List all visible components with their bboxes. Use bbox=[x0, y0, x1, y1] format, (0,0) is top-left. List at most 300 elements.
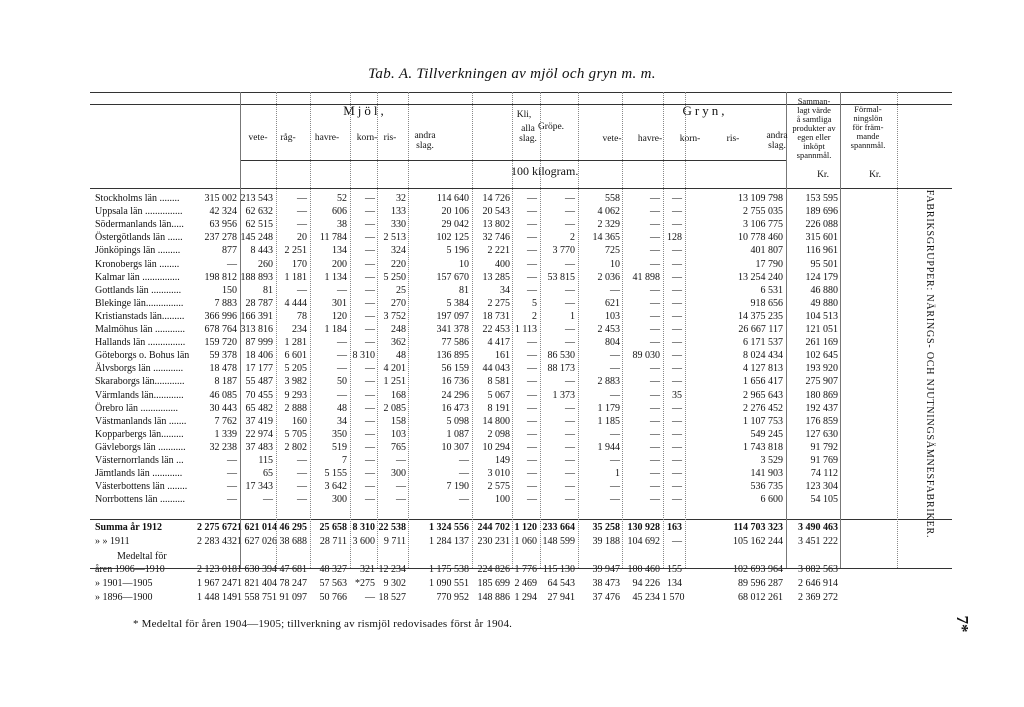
table-cell: 1 621 014 bbox=[237, 522, 277, 533]
table-cell: 230 231 bbox=[477, 536, 510, 547]
table-cell: 8 187 bbox=[214, 376, 237, 387]
table-cell: 10 bbox=[610, 259, 620, 270]
table-cell: 95 501 bbox=[810, 259, 838, 270]
table-cell: — bbox=[365, 219, 375, 230]
table-cell: 192 437 bbox=[805, 403, 838, 414]
table-cell: 3 451 222 bbox=[798, 536, 838, 547]
rule-line bbox=[90, 92, 952, 93]
table-cell: — bbox=[672, 403, 682, 414]
table-cell: 64 543 bbox=[547, 578, 575, 589]
table-cell: — bbox=[672, 324, 682, 335]
table-cell: — bbox=[527, 259, 537, 270]
table-cell: 133 bbox=[391, 206, 406, 217]
table-cell: 20 106 bbox=[441, 206, 469, 217]
table-cell: — bbox=[672, 272, 682, 283]
table-cell: — bbox=[527, 455, 537, 466]
table-cell: 134 bbox=[667, 578, 682, 589]
table-cell: 1 107 753 bbox=[743, 416, 783, 427]
table-cell: — bbox=[297, 206, 307, 217]
table-cell: 24 296 bbox=[441, 390, 469, 401]
row-label: » 1901—1905 bbox=[95, 578, 153, 589]
table-cell: 366 996 bbox=[204, 311, 237, 322]
table-cell: — bbox=[297, 481, 307, 492]
table-cell: — bbox=[527, 416, 537, 427]
table-cell: 63 956 bbox=[209, 219, 237, 230]
column-rule bbox=[377, 92, 378, 568]
table-cell: 17 790 bbox=[755, 259, 783, 270]
table-cell: 1 967 247 bbox=[197, 578, 237, 589]
table-cell: 25 bbox=[396, 285, 406, 296]
table-cell: 3 082 563 bbox=[798, 564, 838, 575]
row-label: » » 1911 bbox=[95, 536, 130, 547]
table-cell: 198 812 bbox=[204, 272, 237, 283]
table-cell: 14 726 bbox=[482, 193, 510, 204]
table-cell: 3 490 463 bbox=[798, 522, 838, 533]
table-cell: 1 627 026 bbox=[237, 536, 277, 547]
table-cell: — bbox=[650, 245, 660, 256]
table-cell: 11 784 bbox=[319, 232, 347, 243]
table-cell: 34 bbox=[337, 416, 347, 427]
table-cell: 47 681 bbox=[279, 564, 307, 575]
table-cell: 2 469 bbox=[514, 578, 537, 589]
table-cell: 341 378 bbox=[436, 324, 469, 335]
table-cell: 4 444 bbox=[284, 298, 307, 309]
column-rule bbox=[840, 92, 841, 568]
table-cell: 6 601 bbox=[284, 350, 307, 361]
table-cell: — bbox=[297, 494, 307, 505]
table-cell: — bbox=[650, 481, 660, 492]
table-cell: 2 123 018 bbox=[197, 564, 237, 575]
table-cell: 877 bbox=[222, 245, 237, 256]
side-caption: FABRIKSGRUPPER: NÄRINGS- OCH NJUTNINGSÄMNESFABRIKER. bbox=[924, 189, 935, 539]
table-cell: 233 664 bbox=[542, 522, 575, 533]
table-cell: — bbox=[565, 468, 575, 479]
table-cell: 3 982 bbox=[284, 376, 307, 387]
table-cell: 313 816 bbox=[240, 324, 273, 335]
table-cell: — bbox=[365, 245, 375, 256]
table-cell: 68 012 261 bbox=[738, 592, 783, 603]
header-grope: Gröpe. bbox=[537, 122, 565, 132]
table-cell: 2 453 bbox=[597, 324, 620, 335]
table-cell: 300 bbox=[391, 468, 406, 479]
table-cell: 176 859 bbox=[805, 416, 838, 427]
table-cell: 39 947 bbox=[592, 564, 620, 575]
table-cell: 321 bbox=[360, 564, 375, 575]
column-rule bbox=[310, 92, 311, 568]
table-cell: 30 443 bbox=[209, 403, 237, 414]
table-cell: — bbox=[650, 390, 660, 401]
table-cell: — bbox=[227, 455, 237, 466]
table-cell: 3 600 bbox=[352, 536, 375, 547]
table-cell: — bbox=[365, 403, 375, 414]
header-gryn: Gryn, bbox=[682, 103, 728, 118]
table-cell: *275 bbox=[355, 578, 375, 589]
table-cell: — bbox=[672, 429, 682, 440]
table-cell: 2 bbox=[570, 232, 575, 243]
table-cell: 678 764 bbox=[204, 324, 237, 335]
table-cell: 121 051 bbox=[805, 324, 838, 335]
row-label: Västmanlands län ....... bbox=[95, 416, 187, 427]
table-cell: 197 097 bbox=[436, 311, 469, 322]
table-cell: 237 278 bbox=[204, 232, 237, 243]
table-cell: 104 692 bbox=[627, 536, 660, 547]
table-cell: — bbox=[227, 259, 237, 270]
header-kli: Kli, bbox=[516, 110, 532, 120]
table-cell: 804 bbox=[605, 337, 620, 348]
table-cell: 9 293 bbox=[284, 390, 307, 401]
table-cell: — bbox=[565, 442, 575, 453]
table-cell: 65 bbox=[263, 468, 273, 479]
table-cell: 2 221 bbox=[487, 245, 510, 256]
header-mjol: Mjöl, bbox=[343, 103, 387, 118]
table-cell: 1 743 818 bbox=[743, 442, 783, 453]
table-cell: 115 130 bbox=[542, 564, 575, 575]
column-rule bbox=[276, 92, 277, 568]
table-cell: 1 284 137 bbox=[429, 536, 469, 547]
table-cell: — bbox=[650, 403, 660, 414]
table-cell: — bbox=[527, 337, 537, 348]
page-number: 7* bbox=[953, 615, 972, 633]
table-cell: 18 406 bbox=[245, 350, 273, 361]
table-cell: 185 699 bbox=[477, 578, 510, 589]
table-cell: 2 575 bbox=[487, 481, 510, 492]
table-cell: — bbox=[672, 363, 682, 374]
table-cell: 2 bbox=[532, 311, 537, 322]
table-cell: 5 250 bbox=[383, 272, 406, 283]
table-cell: — bbox=[365, 259, 375, 270]
table-cell: 16 736 bbox=[441, 376, 469, 387]
table-cell: 102 645 bbox=[805, 350, 838, 361]
table-cell: — bbox=[650, 232, 660, 243]
table-cell: 18 527 bbox=[378, 592, 406, 603]
table-cell: 149 bbox=[495, 455, 510, 466]
table-cell: — bbox=[365, 337, 375, 348]
header-g-vete: vete- bbox=[602, 134, 622, 144]
table-cell: 49 880 bbox=[810, 298, 838, 309]
table-cell: 78 247 bbox=[279, 578, 307, 589]
table-cell: 1 184 bbox=[324, 324, 347, 335]
table-cell: 28 711 bbox=[319, 536, 347, 547]
table-cell: 330 bbox=[391, 219, 406, 230]
table-cell: 5 205 bbox=[284, 363, 307, 374]
table-cell: 157 670 bbox=[436, 272, 469, 283]
table-cell: 7 190 bbox=[446, 481, 469, 492]
table-cell: 13 285 bbox=[482, 272, 510, 283]
header-g-havre: havre- bbox=[637, 134, 663, 144]
average-row bbox=[0, 591, 1024, 604]
table-cell: 105 162 244 bbox=[733, 536, 783, 547]
table-cell: — bbox=[610, 350, 620, 361]
rule-line bbox=[240, 160, 786, 161]
table-cell: — bbox=[263, 494, 273, 505]
table-cell: 213 543 bbox=[240, 193, 273, 204]
table-cell: 8 310 bbox=[352, 350, 375, 361]
header-vete: vete- bbox=[248, 133, 268, 143]
table-cell: — bbox=[459, 455, 469, 466]
table-cell: 46 085 bbox=[209, 390, 237, 401]
table-cell: 128 bbox=[667, 232, 682, 243]
table-cell: — bbox=[365, 324, 375, 335]
column-rule bbox=[786, 92, 787, 568]
row-label: Göteborgs o. Bohus län bbox=[95, 350, 190, 361]
table-cell: 10 778 460 bbox=[738, 232, 783, 243]
table-cell: 1 060 bbox=[514, 536, 537, 547]
table-cell: — bbox=[610, 481, 620, 492]
table-cell: — bbox=[650, 455, 660, 466]
table-cell: 163 bbox=[667, 522, 682, 533]
table-cell: 2 646 914 bbox=[798, 578, 838, 589]
table-cell: 100 460 bbox=[627, 564, 660, 575]
table-cell: — bbox=[565, 337, 575, 348]
table-cell: — bbox=[565, 219, 575, 230]
row-label: Skaraborgs län............ bbox=[95, 376, 185, 387]
table-cell: 37 483 bbox=[245, 442, 273, 453]
table-cell: — bbox=[672, 311, 682, 322]
table-cell: — bbox=[527, 363, 537, 374]
row-label: » 1896—1900 bbox=[95, 592, 153, 603]
table-cell: — bbox=[610, 363, 620, 374]
table-cell: — bbox=[527, 376, 537, 387]
table-cell: 5 098 bbox=[446, 416, 469, 427]
table-cell: 130 928 bbox=[627, 522, 660, 533]
table-cell: — bbox=[227, 481, 237, 492]
table-cell: 1 821 404 bbox=[237, 578, 277, 589]
table-cell: 1 656 417 bbox=[743, 376, 783, 387]
table-cell: 301 bbox=[332, 298, 347, 309]
table-cell: — bbox=[297, 219, 307, 230]
table-cell: 2 329 bbox=[597, 219, 620, 230]
table-cell: 14 800 bbox=[482, 416, 510, 427]
table-cell: 226 088 bbox=[805, 219, 838, 230]
table-cell: 5 bbox=[532, 298, 537, 309]
row-label: Älvsborgs län ............ bbox=[95, 363, 184, 374]
table-cell: — bbox=[650, 285, 660, 296]
table-cell: 70 455 bbox=[245, 390, 273, 401]
table-cell: 10 bbox=[459, 259, 469, 270]
table-cell: 46 295 bbox=[279, 522, 307, 533]
table-cell: 100 bbox=[495, 494, 510, 505]
row-label: Gottlands län ............ bbox=[95, 285, 182, 296]
table-cell: — bbox=[365, 455, 375, 466]
table-cell: 18 478 bbox=[209, 363, 237, 374]
row-label: Västerbottens län ........ bbox=[95, 481, 188, 492]
table-cell: 86 530 bbox=[547, 350, 575, 361]
table-cell: 161 bbox=[495, 350, 510, 361]
table-title: Tab. A. Tillverkningen av mjöl och gryn m. m. bbox=[368, 66, 656, 82]
table-cell: 134 bbox=[332, 245, 347, 256]
table-cell: 300 bbox=[332, 494, 347, 505]
table-cell: 275 907 bbox=[805, 376, 838, 387]
table-cell: 91 097 bbox=[279, 592, 307, 603]
table-cell: 4 417 bbox=[487, 337, 510, 348]
table-cell: — bbox=[565, 494, 575, 505]
table-cell: 2 755 035 bbox=[743, 206, 783, 217]
table-cell: 1 179 bbox=[597, 403, 620, 414]
rule-line bbox=[90, 188, 952, 189]
table-cell: 8 310 bbox=[352, 522, 375, 533]
table-cell: 3 106 775 bbox=[743, 219, 783, 230]
table-cell: 220 bbox=[391, 259, 406, 270]
table-cell: 91 792 bbox=[810, 442, 838, 453]
table-cell: — bbox=[672, 416, 682, 427]
table-cell: — bbox=[650, 376, 660, 387]
table-cell: 38 473 bbox=[592, 578, 620, 589]
table-cell: — bbox=[650, 311, 660, 322]
header-g-korn: korn- bbox=[679, 134, 701, 144]
table-cell: — bbox=[650, 337, 660, 348]
table-cell: 50 766 bbox=[319, 592, 347, 603]
table-cell: — bbox=[565, 285, 575, 296]
table-cell: 39 188 bbox=[592, 536, 620, 547]
table-cell: 2 965 643 bbox=[743, 390, 783, 401]
table-cell: 189 696 bbox=[805, 206, 838, 217]
table-cell: — bbox=[459, 494, 469, 505]
table-cell: — bbox=[565, 324, 575, 335]
table-cell: 3 770 bbox=[552, 245, 575, 256]
table-cell: 14 375 235 bbox=[738, 311, 783, 322]
column-rule bbox=[350, 92, 351, 568]
table-cell: 141 903 bbox=[750, 468, 783, 479]
table-cell: — bbox=[396, 481, 406, 492]
table-cell: 180 869 bbox=[805, 390, 838, 401]
average-row bbox=[0, 577, 1024, 590]
table-cell: 160 bbox=[292, 416, 307, 427]
table-cell: 188 893 bbox=[240, 272, 273, 283]
table-cell: — bbox=[527, 206, 537, 217]
table-cell: — bbox=[565, 376, 575, 387]
table-cell: — bbox=[337, 350, 347, 361]
table-cell: 114 640 bbox=[436, 193, 469, 204]
table-cell: — bbox=[650, 193, 660, 204]
table-cell: 1 185 bbox=[597, 416, 620, 427]
header-formalning: Förmal- ningslön för främ- mande spannmål. bbox=[850, 104, 886, 150]
table-cell: 244 702 bbox=[477, 522, 510, 533]
table-cell: 74 112 bbox=[810, 468, 838, 479]
table-cell: — bbox=[672, 481, 682, 492]
table-cell: — bbox=[565, 259, 575, 270]
table-cell: — bbox=[365, 468, 375, 479]
table-cell: — bbox=[365, 494, 375, 505]
table-cell: 42 324 bbox=[209, 206, 237, 217]
table-cell: — bbox=[365, 206, 375, 217]
table-cell: 248 bbox=[391, 324, 406, 335]
table-cell: 7 762 bbox=[214, 416, 237, 427]
table-cell: 9 302 bbox=[383, 578, 406, 589]
table-cell: — bbox=[365, 272, 375, 283]
table-cell: 38 688 bbox=[279, 536, 307, 547]
table-cell: 45 234 bbox=[632, 592, 660, 603]
table-cell: 25 658 bbox=[319, 522, 347, 533]
table-cell: 3 529 bbox=[760, 455, 783, 466]
table-cell: 2 098 bbox=[487, 429, 510, 440]
unit-label: 100 kilogram. bbox=[511, 164, 579, 178]
table-cell: — bbox=[650, 494, 660, 505]
table-cell: 48 bbox=[396, 350, 406, 361]
table-cell: 155 bbox=[667, 564, 682, 575]
row-label: Norrbottens län .......... bbox=[95, 494, 185, 505]
table-cell: 32 746 bbox=[482, 232, 510, 243]
table-cell: — bbox=[365, 363, 375, 374]
table-cell: 193 920 bbox=[805, 363, 838, 374]
table-cell: — bbox=[527, 232, 537, 243]
table-cell: 50 bbox=[337, 376, 347, 387]
table-cell: 5 705 bbox=[284, 429, 307, 440]
table-cell: 1 448 149 bbox=[197, 592, 237, 603]
table-cell: 1 181 bbox=[284, 272, 307, 283]
table-cell: — bbox=[527, 285, 537, 296]
rule-line bbox=[90, 568, 952, 569]
table-cell: 52 bbox=[337, 193, 347, 204]
footnote: * Medeltal för åren 1904—1905; tillverkning av rismjöl redovisades först år 1904. bbox=[133, 618, 513, 630]
row-label: Uppsala län ............... bbox=[95, 206, 183, 217]
table-cell: 401 807 bbox=[750, 245, 783, 256]
table-cell: — bbox=[365, 376, 375, 387]
table-cell: 127 630 bbox=[805, 429, 838, 440]
table-cell: 3 642 bbox=[324, 481, 347, 492]
row-label: Summa år 1912 bbox=[95, 522, 163, 533]
header-formalning-unit: Kr. bbox=[869, 170, 881, 180]
row-label: Kronobergs län ........ bbox=[95, 259, 180, 270]
table-cell: 1 134 bbox=[324, 272, 347, 283]
table-cell: — bbox=[337, 390, 347, 401]
table-cell: — bbox=[365, 311, 375, 322]
table-cell: 8 191 bbox=[487, 403, 510, 414]
table-cell: 32 238 bbox=[209, 442, 237, 453]
table-cell: — bbox=[610, 494, 620, 505]
table-cell: 270 bbox=[391, 298, 406, 309]
table-cell: — bbox=[365, 481, 375, 492]
table-cell: — bbox=[337, 363, 347, 374]
table-cell: 148 886 bbox=[477, 592, 510, 603]
table-cell: 2 369 272 bbox=[798, 592, 838, 603]
table-cell: — bbox=[365, 592, 375, 603]
table-cell: 400 bbox=[495, 259, 510, 270]
table-cell: 200 bbox=[332, 259, 347, 270]
table-cell: — bbox=[565, 298, 575, 309]
table-cell: 315 002 bbox=[204, 193, 237, 204]
table-cell: 22 453 bbox=[482, 324, 510, 335]
table-cell: 6 531 bbox=[760, 285, 783, 296]
table-cell: 2 085 bbox=[383, 403, 406, 414]
table-cell: — bbox=[610, 285, 620, 296]
row-label: Stockholms län ........ bbox=[95, 193, 180, 204]
table-cell: 1 944 bbox=[597, 442, 620, 453]
table-cell: 153 595 bbox=[805, 193, 838, 204]
table-cell: — bbox=[650, 442, 660, 453]
table-cell: 87 999 bbox=[245, 337, 273, 348]
table-cell: 37 419 bbox=[245, 416, 273, 427]
header-andra-slag: andra slag. bbox=[414, 131, 436, 151]
column-rule bbox=[622, 92, 623, 568]
table-cell: 350 bbox=[332, 429, 347, 440]
table-cell: — bbox=[610, 455, 620, 466]
table-cell: 3 752 bbox=[383, 311, 406, 322]
table-cell: — bbox=[527, 442, 537, 453]
table-cell: — bbox=[227, 494, 237, 505]
table-cell: 9 711 bbox=[383, 536, 406, 547]
table-cell: — bbox=[650, 468, 660, 479]
table-cell: — bbox=[396, 494, 406, 505]
table-cell: — bbox=[672, 337, 682, 348]
table-cell: 606 bbox=[332, 206, 347, 217]
table-cell: 5 155 bbox=[324, 468, 347, 479]
table-cell: — bbox=[527, 403, 537, 414]
table-cell: — bbox=[565, 193, 575, 204]
table-cell: — bbox=[527, 219, 537, 230]
table-cell: 4 062 bbox=[597, 206, 620, 217]
table-cell: 16 473 bbox=[441, 403, 469, 414]
row-label: åren 1906—1910 bbox=[95, 564, 165, 575]
